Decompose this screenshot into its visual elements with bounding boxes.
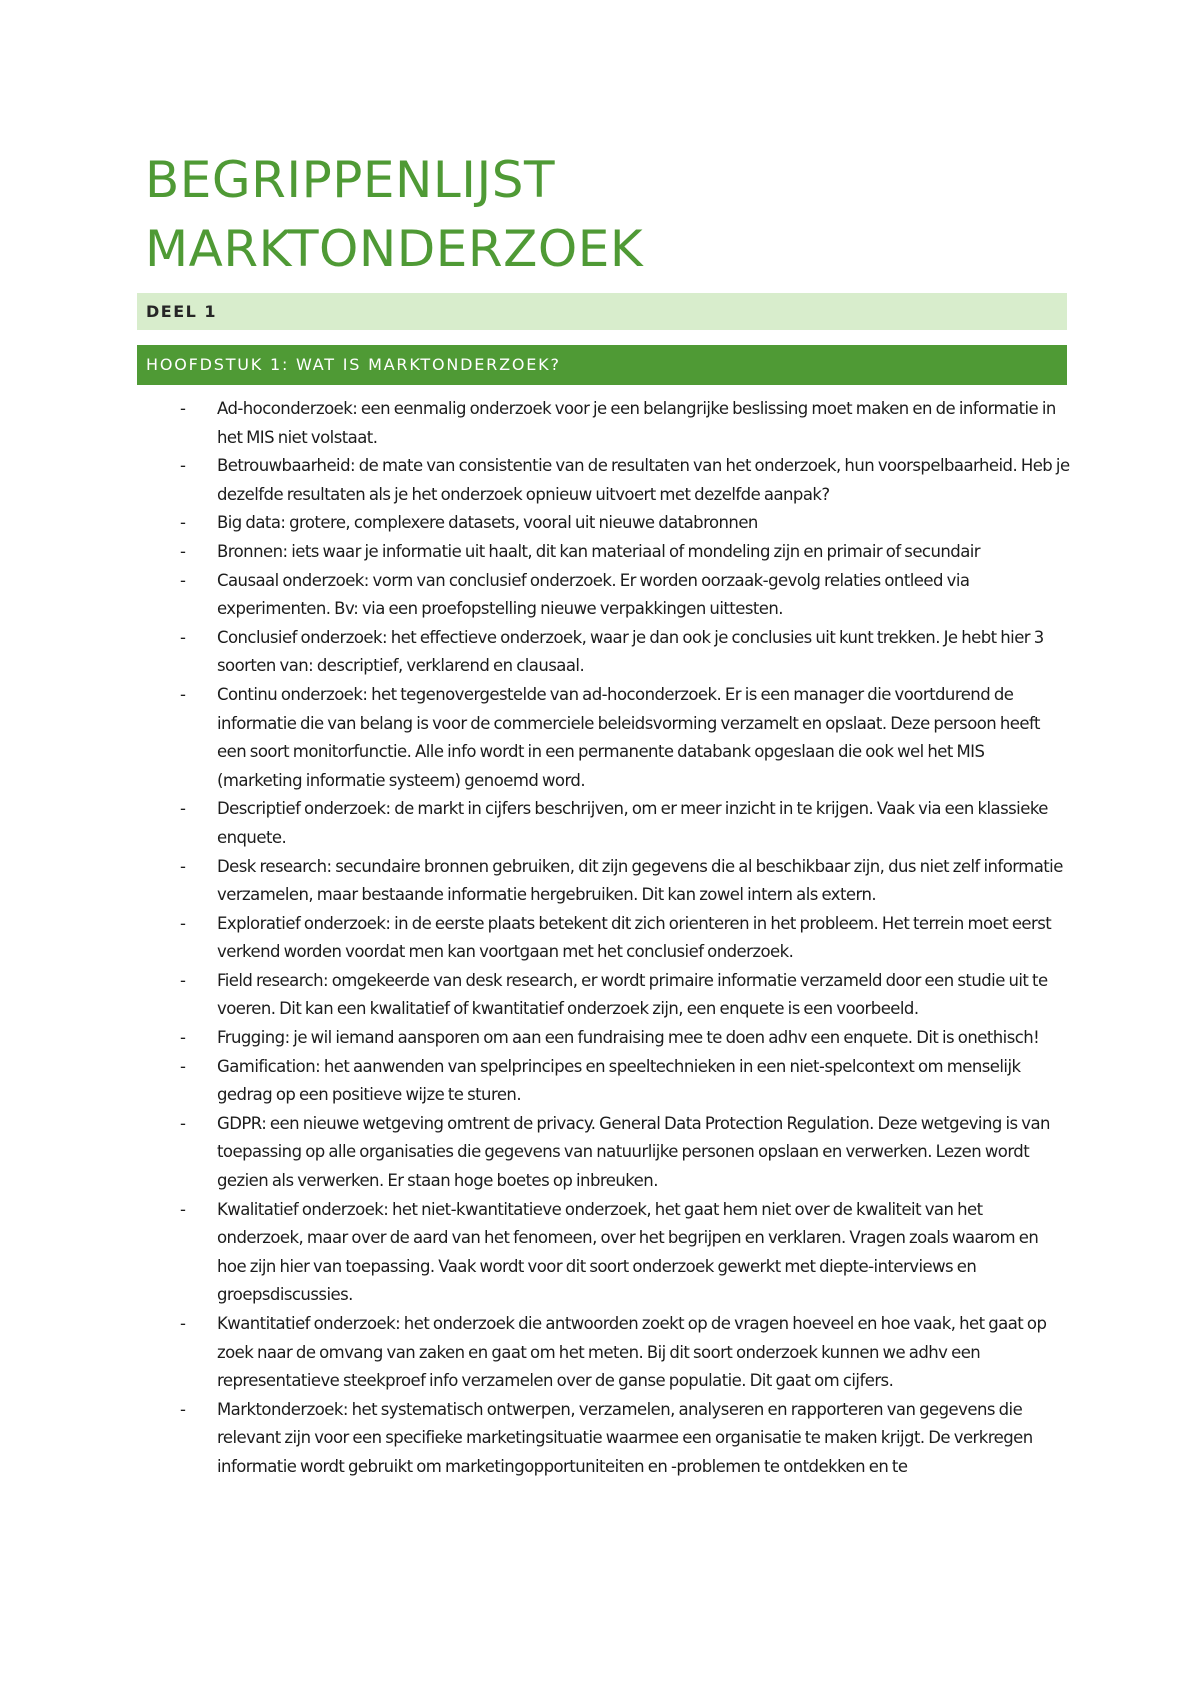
glossary-item	[175, 1310, 1070, 1396]
glossary-item	[175, 452, 1070, 509]
glossary-text: Exploratief onderzoek: in de eerste plaats betekent dit zich orienteren in het probleem. Het terrein moet eerst verkend worden voordat men kan voortgaan met het conclusief onderzoek.	[217, 913, 1052, 962]
part-heading: DEEL 1	[137, 293, 1067, 330]
bullet-dash: -	[180, 1199, 186, 1219]
glossary-item	[175, 1110, 1070, 1196]
glossary-item	[175, 509, 1070, 538]
glossary-text: Big data: grotere, complexere datasets, vooral uit nieuwe databronnen	[217, 513, 758, 533]
glossary-text: Gamification: het aanwenden van spelprincipes en speeltechnieken in een niet-spelcontext om menselijk gedrag op een positieve wijze te sturen.	[217, 1056, 1021, 1105]
bullet-dash: -	[180, 1399, 186, 1419]
title-line-2: MARKTONDERZOEK	[145, 220, 644, 278]
bullet-dash: -	[180, 627, 186, 647]
title-line-1: BEGRIPPENLIJST	[145, 151, 556, 209]
glossary-text: Ad-hoconderzoek: een eenmalig onderzoek voor je een belangrijke beslissing moet maken en de informatie in het MIS niet volstaat.	[217, 399, 1056, 447]
glossary-item	[175, 1053, 1070, 1110]
glossary-text: Kwalitatief onderzoek: het niet-kwantitatieve onderzoek, het gaat hem niet over de kwaliteit van het onderzoek, maar over de aard van het fenomeen, over het begrijpen en verklaren. Vragen zoals waarom en hoe zijn hier van toepassing. Vaak wordt voor dit soort onderzoek gewerkt met diepte-interviews en groepsdiscussies.	[217, 1199, 1039, 1305]
glossary-text: Descriptief onderzoek: de markt in cijfers beschrijven, om er meer inzicht in te krijgen. Vaak via een klassieke enquete.	[217, 799, 1048, 847]
bullet-dash: -	[180, 1028, 186, 1048]
glossary-item	[175, 681, 1070, 795]
glossary-text: Desk research: secundaire bronnen gebruiken, dit zijn gegevens die al beschikbaar zijn, dus niet zelf informatie verzamelen, maar bestaande informatie hergebruiken. Dit kan zowel intern als extern.	[217, 856, 1063, 905]
glossary-item	[175, 795, 1070, 852]
glossary-text: Continu onderzoek: het tegenovergestelde van ad-hoconderzoek. Er is een manager die voortdurend de informatie die van belang is voor de commerciele beleidsvorming verzamelt en opslaat. Deze persoon heeft een soort monitorfunctie. Alle info wordt in een permanente databank opgeslaan die ook wel het MIS (marketing informatie systeem) genoemd word.	[217, 684, 1040, 790]
glossary-text: Frugging: je wil iemand aansporen om aan een fundraising mee te doen adhv een enquete. Dit is onethisch!	[217, 1028, 1040, 1048]
glossary-item	[175, 1196, 1070, 1310]
bullet-dash: -	[180, 856, 186, 876]
bullet-dash: -	[180, 541, 186, 561]
glossary-item	[175, 967, 1070, 1024]
page-title	[145, 146, 1075, 284]
glossary-item	[175, 395, 1070, 452]
bullet-dash: -	[180, 970, 186, 990]
glossary-text: Field research: omgekeerde van desk research, er wordt primaire informatie verzameld door een studie uit te voeren. Dit kan een kwalitatief of kwantitatief onderzoek zijn, een enquete is een voorbeeld.	[217, 970, 1048, 1019]
glossary-item	[175, 910, 1070, 967]
bullet-dash: -	[180, 513, 186, 533]
bullet-dash: -	[180, 570, 186, 590]
glossary-item	[175, 1396, 1070, 1482]
bullet-dash: -	[180, 399, 186, 418]
bullet-dash: -	[180, 799, 186, 819]
glossary-text: Causaal onderzoek: vorm van conclusief onderzoek. Er worden oorzaak-gevolg relaties ontleed via experimenten. Bv: via een proefopstelling nieuwe verpakkingen uittesten.	[217, 570, 970, 619]
glossary-item	[175, 567, 1070, 624]
bullet-dash: -	[180, 684, 186, 704]
bullet-dash: -	[180, 1314, 186, 1333]
glossary-text: Bronnen: iets waar je informatie uit haalt, dit kan materiaal of mondeling zijn en primair of secundair	[217, 541, 981, 561]
glossary-text: Kwantitatief onderzoek: het onderzoek die antwoorden zoekt op de vragen hoeveel en hoe vaak, het gaat op zoek naar de omvang van zaken en gaat om het meten. Bij dit soort onderzoek kunnen we adhv een representatieve steekproef info verzamelen over de ganse populatie. Dit gaat om cijfers.	[217, 1314, 1047, 1391]
glossary-text: Betrouwbaarheid: de mate van consistentie van de resultaten van het onderzoek, hun voorspelbaarheid. Heb je dezelfde resultaten als je het onderzoek opnieuw uitvoert met dezelfde aanpak?	[217, 456, 1070, 504]
glossary-text: Marktonderzoek: het systematisch ontwerpen, verzamelen, analyseren en rapporteren van gegevens die relevant zijn voor een specifieke marketingsituatie waarmee een organisatie te maken krijgt. De verkregen informatie wordt gebruikt om marketingopportuniteiten en -problemen te ontdekken en te	[217, 1399, 1033, 1476]
glossary-item	[175, 853, 1070, 910]
glossary-item	[175, 538, 1070, 567]
bullet-dash: -	[180, 913, 186, 933]
bullet-dash: -	[180, 1056, 186, 1076]
glossary-text: Conclusief onderzoek: het effectieve onderzoek, waar je dan ook je conclusies uit kunt trekken. Je hebt hier 3 soorten van: descriptief, verklarend en clausaal.	[217, 627, 1044, 676]
bullet-dash: -	[180, 456, 186, 476]
glossary-list	[175, 395, 1070, 1482]
chapter-heading: HOOFDSTUK 1: WAT IS MARKTONDERZOEK?	[137, 345, 1067, 385]
glossary-text: GDPR: een nieuwe wetgeving omtrent de privacy. General Data Protection Regulation. Deze wetgeving is van toepassing op alle organisaties die gegevens van natuurlijke personen opslaan en verwerken. Lezen wordt gezien als verwerken. Er staan hoge boetes op inbreuken.	[217, 1113, 1050, 1191]
glossary-item	[175, 624, 1070, 681]
bullet-dash: -	[180, 1113, 186, 1133]
glossary-item	[175, 1024, 1070, 1053]
